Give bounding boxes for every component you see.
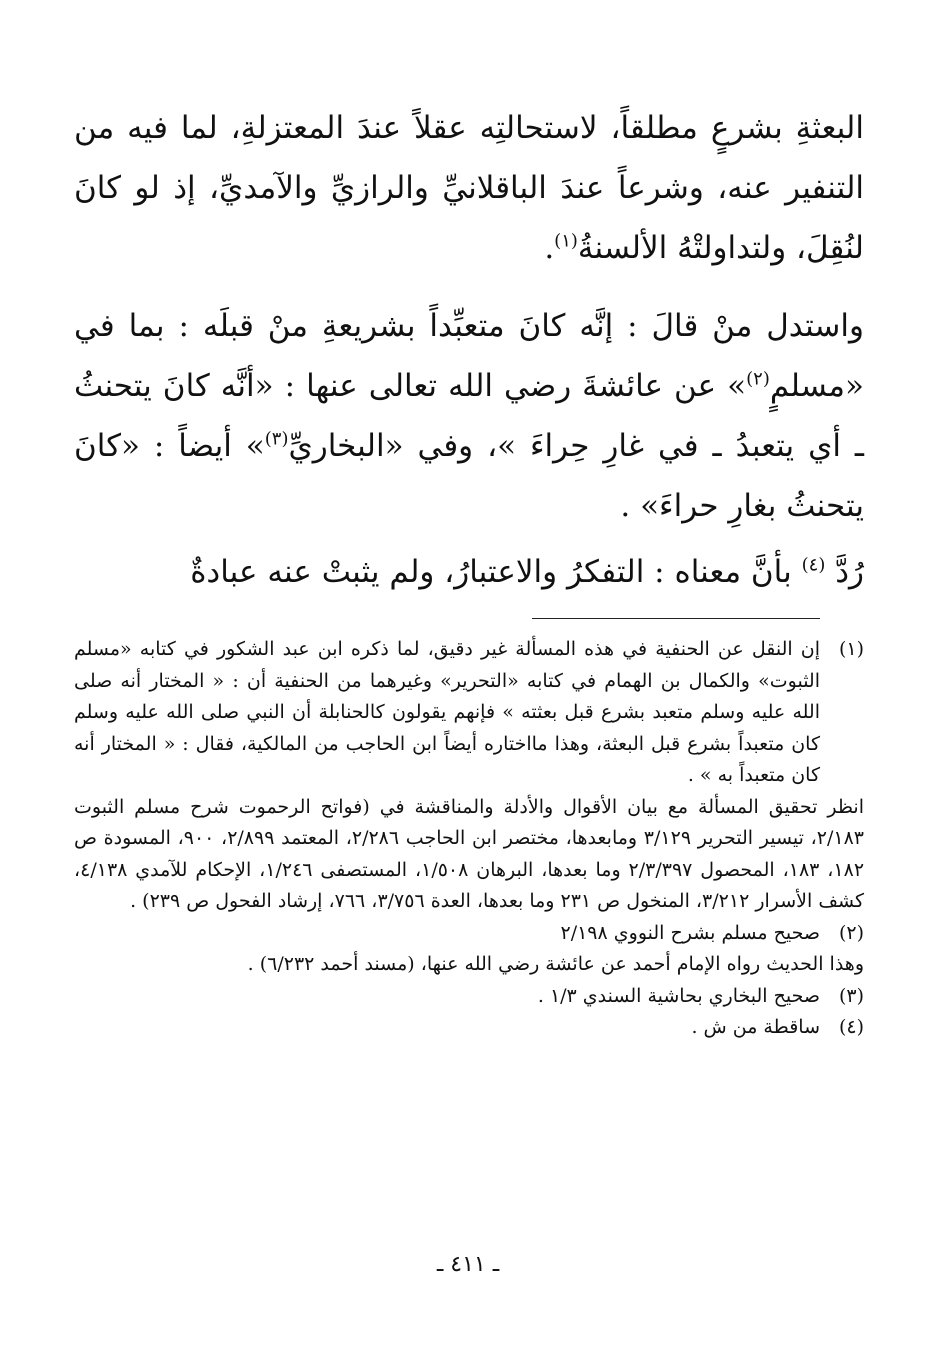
footnote-number: (٣) (838, 984, 864, 1007)
footnote-1-continuation: انظر تحقيق المسألة مع بيان الأقوال والأدلة والمناقشة في (فواتح الرحموت شرح مسلم الثبوت ٢/١٨٣، تيسير التحرير ٣/١٢٩ ومابعدها، مختصر ابن الحاجب ٢/٢٨٦، المعتمد ٢/٨٩٩، ٩٠٠، المسودة ص ١٨٢، ١٨٣، المحصول ٢/٣/٣٩٧ وما بعدها، البرهان ١/٥٠٨، المستصفى ١/٢٤٦، الإحكام للآمدي ٤/١٣٨، كشف الأسرار ٣/٢١٢، المنخول ص ٢٣١ وما بعدها، العدة ٣/٧٥٦، ٧٦٦، إرشاد الفحول ص ٢٣٩) . (74, 795, 865, 912)
footnote-number: (٢) (838, 921, 864, 944)
footnote-ref-1[interactable]: (١) (554, 230, 578, 252)
footnote-2 (74, 918, 864, 950)
footnote-3 (74, 981, 864, 1013)
footnote-2-continuation: وهذا الحديث رواه الإمام أحمد عن عائشة رضي الله عنها، (مسند أحمد ٦/٢٣٢) . (247, 953, 864, 975)
footnote-1 (74, 634, 864, 792)
footnote-number: (١) (838, 638, 864, 660)
footnote-text: ساقطة من ش . (691, 1016, 820, 1038)
footnote-separator (532, 618, 820, 619)
footnote-4 (74, 1012, 864, 1044)
footnote-text: صحيح البخاري بحاشية السندي ١/٣ . (537, 984, 820, 1007)
footnote-text: إن النقل عن الحنفية في هذه المسألة غير دقيق، لما ذكره ابن عبد الشكور في كتابه «مسلم الثبوت» والكمال بن الهمام في كتابه «التحرير» وغيرهما من الحنفية أن : « المختار أنه صلى الله عليه وسلم متعبد بشرع قبل بعثته » فإنهم يقولون كالحنابلة أن النبي صلى الله عليه وسلم كان متعبداً بشرع قبل البعثة، وهذا مااختاره أيضاً ابن الحاجب من المالكية، فقال : « المختار أنه كان متعبداً به » . (74, 638, 820, 786)
footnote-ref-3[interactable]: (٣) (264, 428, 289, 450)
paragraph-3: رُدَّ $^{(٤)}$ بأنَّ معناه : التفكرُ والاعتبارُ، ولم يثبتْ عنه عبادةٌ (190, 554, 864, 590)
paragraph-1: البعثةِ بشرعٍ مطلقاً، لاستحالتِه عقلاً عندَ المعتزلةِ، لما فيه من التنفير عنه، وشرعاً عندَ الباقلانيِّ والرازيِّ والآمديِّ، إذ لو كانَ لنُقِلَ، ولتداولتْهُ الألسنةُ$^{(١)}$. (74, 110, 864, 266)
footnote-ref-2[interactable]: (٢) (746, 368, 770, 390)
footnote-text: صحيح مسلم بشرح النووي ٢/١٩٨ (560, 921, 820, 944)
paragraph-2: واستدل منْ قالَ : إنَّه كانَ متعبِّداً بشريعةِ منْ قبلَه : بما في «مسلمٍ$^{(٢)}$» عن عائشةَ رضي الله تعالى عنها : «أنَّه كانَ يتحنثُ ـ أي يتعبدُ ـ في غارِ حِراءَ »، وفي «البخاريِّ$^{(٣)}$» أيضاً : «كانَ يتحنثُ بغارِ حراءَ» . (74, 308, 864, 524)
main-text (74, 98, 864, 602)
footnote-number: (٤) (838, 1016, 864, 1038)
footnotes (74, 634, 864, 1044)
page-number: ـ ٤١١ ـ (436, 1252, 500, 1277)
footnote-ref-4[interactable]: (٤) (801, 554, 826, 576)
